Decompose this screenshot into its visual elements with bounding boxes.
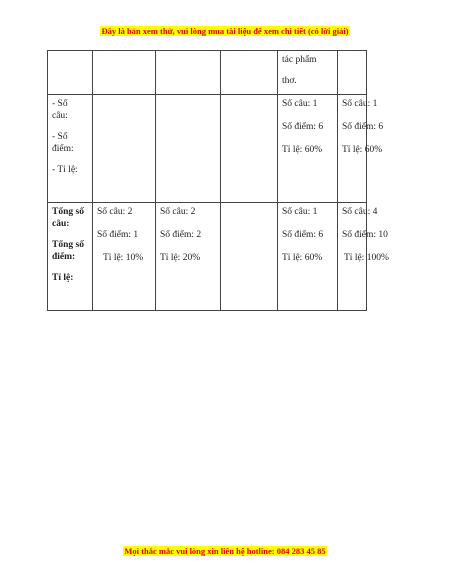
cell-so-diem: Số điểm: 6 [282,122,324,132]
hotline-text: Mọi thắc mắc vui lòng xin liên hệ hotline: 084 283 45 85 [124,546,326,556]
cell-ti-le: Tỉ lệ: 60% [282,253,323,263]
preview-notice-banner [0,25,450,37]
row-label-cell [48,203,93,311]
table-cell [93,95,156,203]
table-cell [93,203,156,311]
hotline-footer-banner [0,545,450,557]
table-cell [278,51,338,95]
cell-so-cau: Số câu: 4 [342,207,378,217]
table-cell [221,95,278,203]
table-cell [338,51,367,95]
table-cell [221,203,278,311]
cell-so-cau: Số câu: 2 [160,207,196,217]
cell-ti-le: Tỉ lệ: 60% [282,145,323,155]
cell-ti-le: Tỉ lệ: 60% [342,145,383,155]
cell-ti-le: Tỉ lệ: 10% [103,253,144,263]
cell-so-diem: Số điểm: 1 [97,230,139,240]
table-cell [278,95,338,203]
table-row-counts [48,95,367,203]
table-cell [48,51,93,95]
cell-ti-le: Tỉ lệ: 20% [160,253,201,263]
table-cell [156,95,221,203]
cell-text: tác phẩm [282,55,317,65]
cell-so-diem: Số điểm: 2 [160,230,202,240]
label-ti-le: Tỉ lệ: [52,273,74,283]
preview-notice-text: Đây là bản xem thử, vui lòng mua tài liệu để xem chi tiết (có lời giải) [101,26,349,36]
table-cell [338,95,384,203]
table-cell [221,51,278,95]
score-matrix-table [47,50,389,311]
label-tong-so-cau: Tổng số [52,207,84,217]
table-cell [338,203,389,311]
row-label-cell [48,95,93,203]
cell-so-diem: Số điểm: 10 [342,230,388,240]
cell-so-cau: Số câu: 1 [342,99,378,109]
cell-text: thơ. [282,76,297,86]
label-so-diem: điểm: [52,144,74,154]
label-tong-so-cau: câu: [52,219,70,229]
label-so-cau: - Số [52,99,68,109]
cell-ti-le: Tỉ lệ: 100% [344,253,389,263]
label-tong-so-diem: Tổng số [52,240,84,250]
label-tong-so-diem: điểm: [52,252,76,262]
table-row-continuation [48,51,367,95]
table-row-totals [48,203,367,311]
table-cell [93,51,156,95]
table-cell [156,51,221,95]
label-so-diem: - Số [52,132,68,142]
label-so-cau: câu: [52,111,68,121]
cell-so-diem: Số điểm: 6 [282,230,324,240]
table-cell [278,203,338,311]
table-cell [156,203,221,311]
label-ti-le: - Tỉ lệ: [52,165,78,175]
cell-so-cau: Số câu: 2 [97,207,133,217]
cell-so-cau: Số câu: 1 [282,99,318,109]
cell-so-cau: Số câu: 1 [282,207,318,217]
cell-so-diem: Số điểm: 6 [342,122,384,132]
